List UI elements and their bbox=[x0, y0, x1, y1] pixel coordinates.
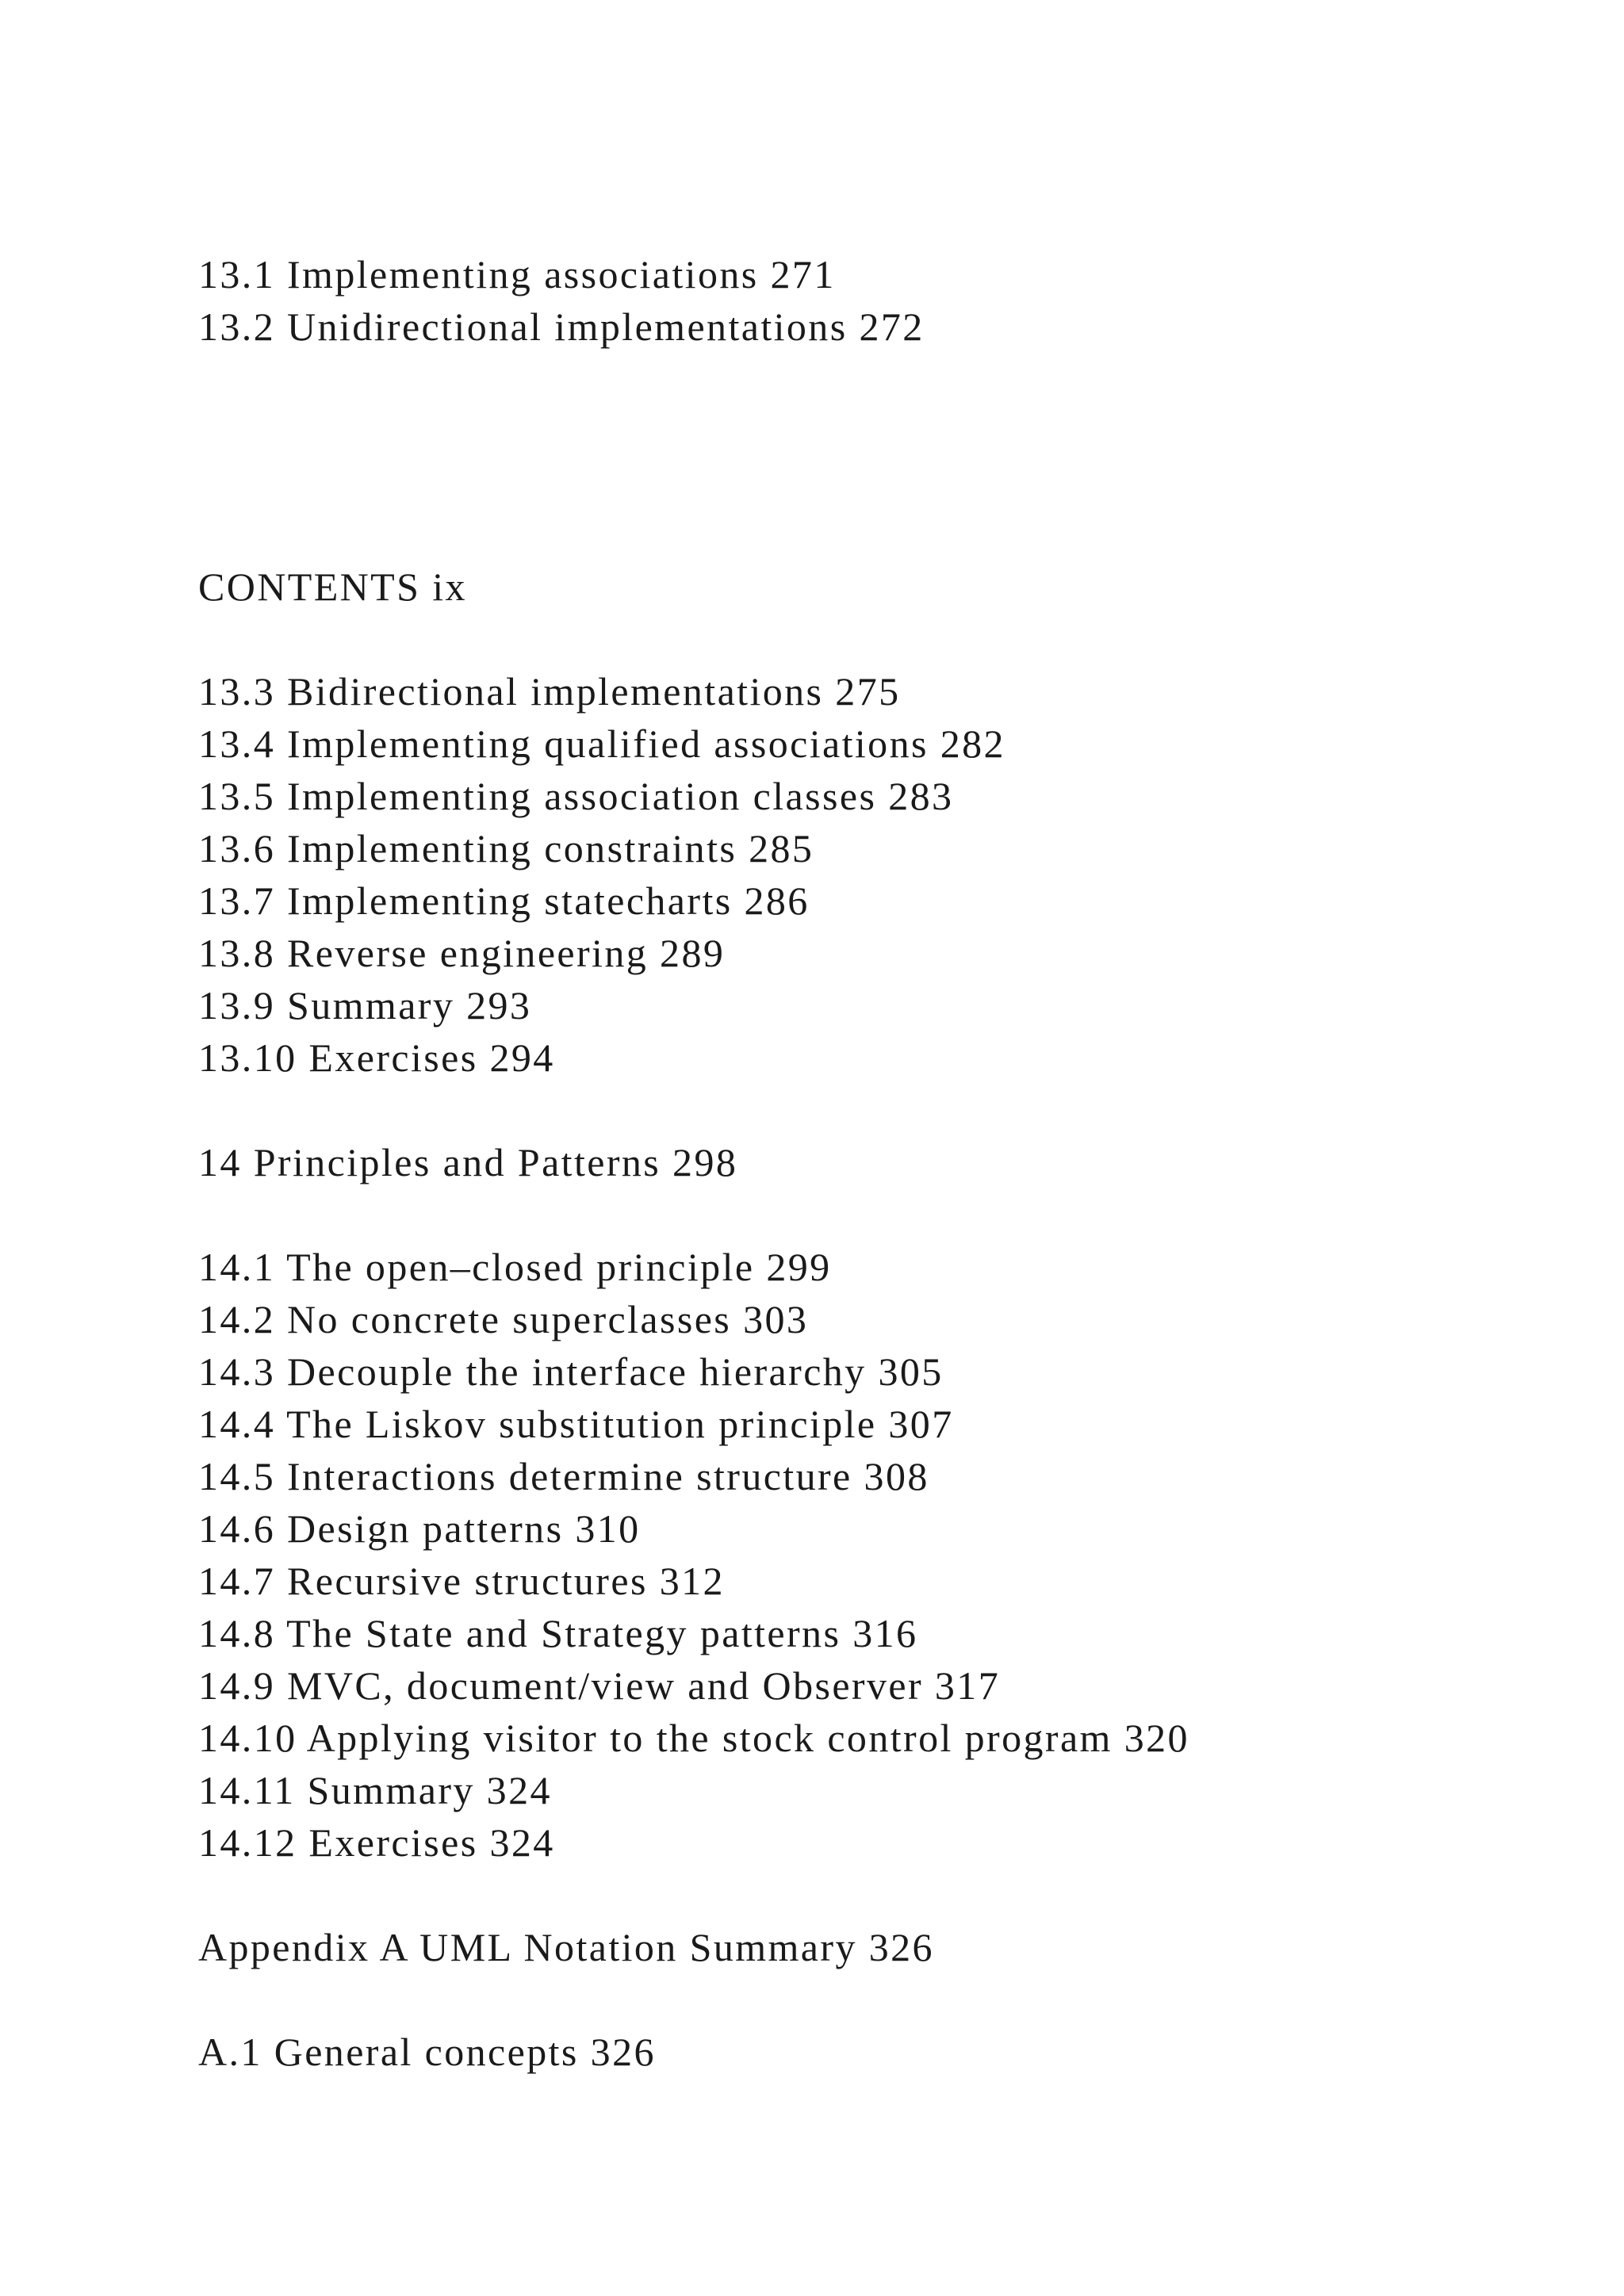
toc-appendix-a: Appendix A UML Notation Summary 326 bbox=[198, 1925, 934, 1969]
toc-entry-13-7: 13.7 Implementing statecharts 286 bbox=[198, 878, 810, 923]
toc-entry-a-1: A.1 General concepts 326 bbox=[198, 2030, 656, 2074]
toc-entry-13-8: 13.8 Reverse engineering 289 bbox=[198, 931, 726, 975]
toc-entry-13-4: 13.4 Implementing qualified associations 282 bbox=[198, 721, 1005, 766]
toc-entry-14-7: 14.7 Recursive structures 312 bbox=[198, 1559, 725, 1603]
toc-entry-14-11: 14.11 Summary 324 bbox=[198, 1768, 552, 1812]
toc-entry-14-4: 14.4 The Liskov substitution principle 307 bbox=[198, 1402, 954, 1446]
toc-entry-14-10: 14.10 Applying visitor to the stock control program 320 bbox=[198, 1716, 1189, 1760]
toc-entry-14-6: 14.6 Design patterns 310 bbox=[198, 1506, 641, 1551]
running-header: CONTENTS ix bbox=[198, 564, 467, 609]
toc-entry-13-10: 13.10 Exercises 294 bbox=[198, 1035, 555, 1080]
toc-entry-13-6: 13.6 Implementing constraints 285 bbox=[198, 826, 814, 871]
toc-entry-14-3: 14.3 Decouple the interface hierarchy 305 bbox=[198, 1349, 944, 1394]
toc-entry-13-1: 13.1 Implementing associations 271 bbox=[198, 252, 836, 297]
toc-entry-13-5: 13.5 Implementing association classes 283 bbox=[198, 774, 954, 818]
toc-entry-14-12: 14.12 Exercises 324 bbox=[198, 1820, 555, 1865]
toc-entry-13-9: 13.9 Summary 293 bbox=[198, 983, 532, 1027]
toc-entry-14-5: 14.5 Interactions determine structure 308 bbox=[198, 1454, 929, 1498]
toc-entry-14-8: 14.8 The State and Strategy patterns 316 bbox=[198, 1611, 918, 1655]
toc-entry-14-9: 14.9 MVC, document/view and Observer 317 bbox=[198, 1663, 1001, 1708]
toc-chapter-14: 14 Principles and Patterns 298 bbox=[198, 1140, 738, 1184]
toc-entry-14-1: 14.1 The open–closed principle 299 bbox=[198, 1245, 832, 1289]
toc-entry-13-3: 13.3 Bidirectional implementations 275 bbox=[198, 669, 901, 714]
toc-entry-14-2: 14.2 No concrete superclasses 303 bbox=[198, 1297, 809, 1341]
toc-entry-13-2: 13.2 Unidirectional implementations 272 bbox=[198, 304, 925, 349]
